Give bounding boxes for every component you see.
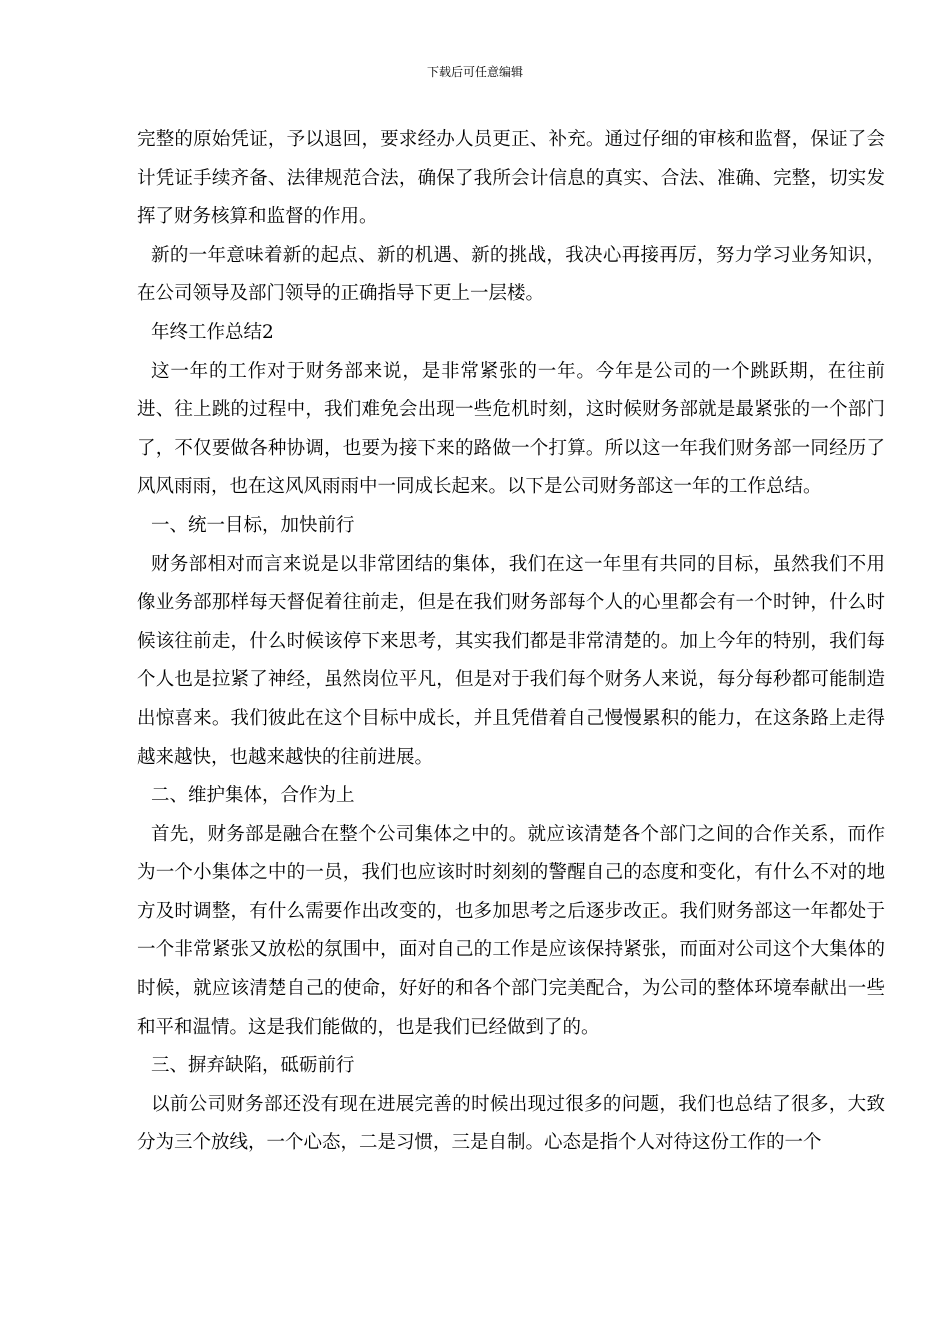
paragraph: 完整的原始凭证，予以退回，要求经办人员更正、补充。通过仔细的审核和监督，保证了会计凭证手续齐备、法律规范合法，确保了我所会计信息的真实、合法、准确、完整，切实发挥了财务核算和监督的作用。 [137, 129, 885, 228]
section-heading: 二、维护集体，合作为上 [151, 785, 355, 807]
paragraph: 新的一年意味着新的起点、新的机遇、新的挑战，我决心再接再厉，努力学习业务知识，在公司领导及部门领导的正确指导下更上一层楼。 [137, 244, 885, 305]
paragraph: 这一年的工作对于财务部来说，是非常紧张的一年。今年是公司的一个跳跃期，在往前进、往上跳的过程中，我们难免会出现一些危机时刻，这时候财务部就是最紧张的一个部门了，不仅要做各种协调，也要为接下来的路做一个打算。所以这一年我们财务部一同经历了风风雨雨，也在这风风雨雨中一同成长起来。以下是公司财务部这一年的工作总结。 [137, 360, 885, 498]
page-header: 下载后可任意编辑 [426, 65, 523, 79]
paragraph: 以前公司财务部还没有现在进展完善的时候出现过很多的问题，我们也总结了很多，大致分为三个放线，一个心态，二是习惯，三是自制。心态是指个人对待这份工作的一个 [137, 1093, 885, 1154]
section-title: 年终工作总结2 [151, 321, 274, 343]
section-heading: 三、摒弃缺陷，砥砺前行 [151, 1055, 355, 1077]
paragraph: 财务部相对而言来说是以非常团结的集体，我们在这一年里有共同的目标，虽然我们不用像业务部那样每天督促着往前走，但是在我们财务部每个人的心里都会有一个时钟，什么时候该往前走，什么时候该停下来思考，其实我们都是非常清楚的。加上今年的特别，我们每个人也是拉紧了神经，虽然岗位平凡，但是对于我们每个财务人来说，每分每秒都可能制造出惊喜来。我们彼此在这个目标中成长，并且凭借着自己慢慢累积的能力，在这条路上走得越来越快，也越来越快的往前进展。 [137, 553, 885, 768]
paragraph: 首先，财务部是融合在整个公司集体之中的。就应该清楚各个部门之间的合作关系，而作为一个小集体之中的一员，我们也应该时时刻刻的警醒自己的态度和变化，有什么不对的地方及时调整，有什么需要作出改变的，也多加思考之后逐步改正。我们财务部这一年都处于一个非常紧张又放松的氛围中，面对自己的工作是应该保持紧张，而面对公司这个大集体的时候，就应该清楚自己的使命，好好的和各个部门完美配合，为公司的整体环境奉献出一些和平和温情。这是我们能做的，也是我们已经做到了的。 [137, 823, 885, 1038]
section-heading: 一、统一目标，加快前行 [151, 514, 355, 536]
document-body [137, 121, 885, 1163]
